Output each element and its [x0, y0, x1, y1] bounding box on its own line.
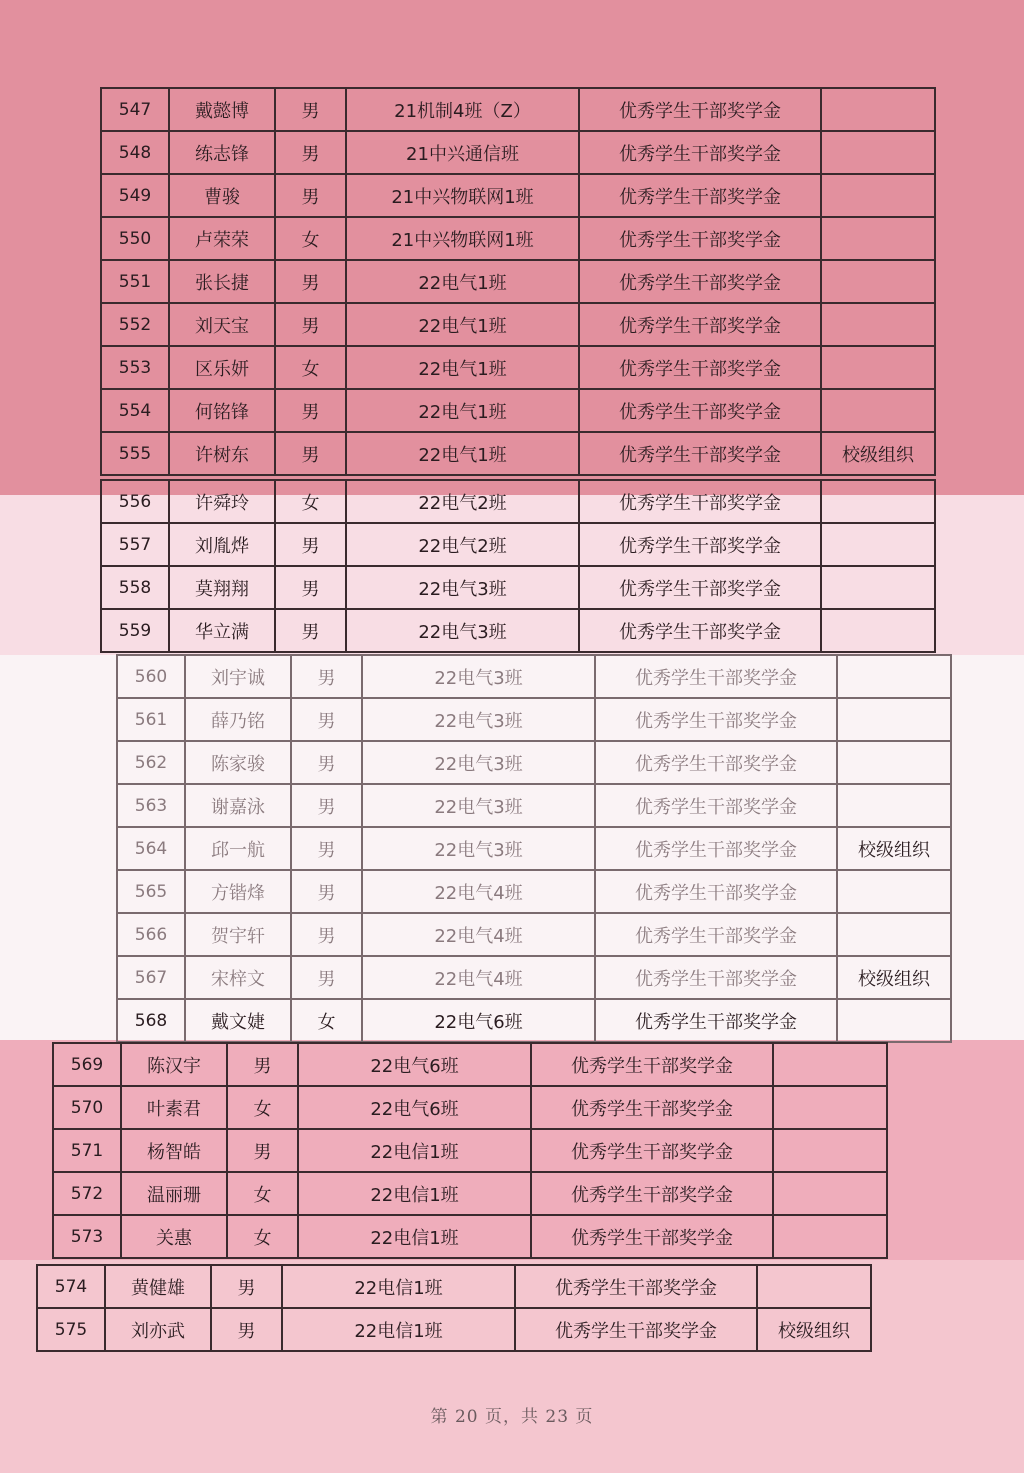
cell-class: 22电气2班 [346, 523, 579, 566]
cell-class: 21中兴物联网1班 [346, 174, 579, 217]
cell-number: 555 [101, 432, 169, 475]
table-row [101, 389, 935, 432]
cell-remark: 校级组织 [837, 827, 951, 870]
cell-award: 优秀学生干部奖学金 [579, 432, 821, 475]
cell-award: 优秀学生干部奖学金 [595, 956, 837, 999]
cell-remark [837, 913, 951, 956]
cell-class: 22电气1班 [346, 260, 579, 303]
cell-award: 优秀学生干部奖学金 [595, 827, 837, 870]
cell-number: 553 [101, 346, 169, 389]
cell-class: 22电气3班 [346, 566, 579, 609]
cell-gender: 男 [275, 260, 346, 303]
cell-class: 22电气3班 [346, 609, 579, 652]
cell-class: 22电气2班 [346, 480, 579, 523]
cell-student-name: 宋梓文 [185, 956, 291, 999]
cell-class: 22电气3班 [362, 655, 595, 698]
cell-student-name: 关惠 [121, 1215, 227, 1258]
cell-remark [821, 303, 935, 346]
table-row [117, 956, 951, 999]
cell-class: 22电信1班 [298, 1215, 531, 1258]
cell-class: 22电气3班 [362, 741, 595, 784]
cell-remark: 校级组织 [757, 1308, 871, 1351]
cell-class: 22电气3班 [362, 827, 595, 870]
cell-student-name: 练志锋 [169, 131, 275, 174]
cell-number: 574 [37, 1265, 105, 1308]
cell-number: 551 [101, 260, 169, 303]
cell-student-name: 刘宇诚 [185, 655, 291, 698]
cell-student-name: 华立满 [169, 609, 275, 652]
cell-number: 562 [117, 741, 185, 784]
cell-class: 21中兴通信班 [346, 131, 579, 174]
cell-gender: 男 [275, 609, 346, 652]
cell-award: 优秀学生干部奖学金 [595, 698, 837, 741]
cell-award: 优秀学生干部奖学金 [531, 1086, 773, 1129]
cell-class: 22电信1班 [298, 1129, 531, 1172]
cell-number: 554 [101, 389, 169, 432]
cell-gender: 男 [275, 432, 346, 475]
cell-remark [773, 1129, 887, 1172]
table-row [101, 523, 935, 566]
cell-student-name: 刘亦武 [105, 1308, 211, 1351]
cell-remark [821, 88, 935, 131]
cell-number: 566 [117, 913, 185, 956]
cell-gender: 男 [291, 827, 362, 870]
table-row [117, 655, 951, 698]
cell-remark [837, 870, 951, 913]
cell-number: 560 [117, 655, 185, 698]
cell-award: 优秀学生干部奖学金 [579, 480, 821, 523]
table-row [101, 88, 935, 131]
cell-student-name: 区乐妍 [169, 346, 275, 389]
table-row [117, 913, 951, 956]
table-segment-2 [100, 479, 936, 653]
cell-remark [837, 999, 951, 1042]
cell-number: 571 [53, 1129, 121, 1172]
cell-class: 22电气1班 [346, 389, 579, 432]
cell-student-name: 陈家骏 [185, 741, 291, 784]
cell-class: 22电气4班 [362, 956, 595, 999]
cell-number: 572 [53, 1172, 121, 1215]
cell-student-name: 莫翔翔 [169, 566, 275, 609]
cell-gender: 男 [291, 956, 362, 999]
cell-gender: 男 [275, 303, 346, 346]
cell-class: 22电气6班 [362, 999, 595, 1042]
cell-award: 优秀学生干部奖学金 [579, 303, 821, 346]
cell-remark [821, 566, 935, 609]
cell-number: 548 [101, 131, 169, 174]
cell-number: 549 [101, 174, 169, 217]
table-row [53, 1086, 887, 1129]
cell-number: 569 [53, 1043, 121, 1086]
cell-gender: 女 [227, 1086, 298, 1129]
cell-gender: 男 [275, 88, 346, 131]
table-row [101, 346, 935, 389]
cell-gender: 男 [275, 389, 346, 432]
cell-number: 573 [53, 1215, 121, 1258]
scholarship-table-part-1 [100, 87, 936, 476]
cell-class: 22电气1班 [346, 303, 579, 346]
cell-class: 22电气4班 [362, 870, 595, 913]
table-row [101, 217, 935, 260]
cell-gender: 男 [291, 913, 362, 956]
cell-gender: 男 [291, 741, 362, 784]
cell-award: 优秀学生干部奖学金 [579, 566, 821, 609]
cell-remark: 校级组织 [837, 956, 951, 999]
cell-class: 22电气6班 [298, 1086, 531, 1129]
cell-remark [821, 480, 935, 523]
cell-student-name: 方锴烽 [185, 870, 291, 913]
cell-number: 564 [117, 827, 185, 870]
cell-student-name: 许树东 [169, 432, 275, 475]
table-row [53, 1215, 887, 1258]
table-row [37, 1265, 871, 1308]
cell-gender: 女 [275, 480, 346, 523]
cell-class: 22电信1班 [282, 1308, 515, 1351]
cell-remark [773, 1086, 887, 1129]
cell-award: 优秀学生干部奖学金 [579, 88, 821, 131]
table-row [53, 1043, 887, 1086]
cell-award: 优秀学生干部奖学金 [515, 1265, 757, 1308]
cell-remark [821, 609, 935, 652]
cell-gender: 男 [291, 655, 362, 698]
cell-remark [821, 131, 935, 174]
cell-remark [837, 698, 951, 741]
cell-number: 567 [117, 956, 185, 999]
cell-class: 22电气6班 [298, 1043, 531, 1086]
cell-gender: 男 [275, 523, 346, 566]
cell-remark [837, 741, 951, 784]
cell-award: 优秀学生干部奖学金 [579, 260, 821, 303]
cell-student-name: 黄健雄 [105, 1265, 211, 1308]
cell-remark [773, 1172, 887, 1215]
cell-student-name: 刘天宝 [169, 303, 275, 346]
cell-student-name: 谢嘉泳 [185, 784, 291, 827]
cell-number: 557 [101, 523, 169, 566]
cell-gender: 女 [275, 217, 346, 260]
cell-class: 22电气3班 [362, 784, 595, 827]
cell-remark: 校级组织 [821, 432, 935, 475]
cell-award: 优秀学生干部奖学金 [579, 131, 821, 174]
table-row [101, 566, 935, 609]
table-row [117, 999, 951, 1042]
table-segment-1 [100, 87, 936, 476]
cell-class: 22电气1班 [346, 346, 579, 389]
scholarship-table-part-2 [100, 479, 936, 653]
cell-gender: 男 [275, 131, 346, 174]
cell-gender: 男 [291, 698, 362, 741]
cell-student-name: 曹骏 [169, 174, 275, 217]
table-row [117, 698, 951, 741]
cell-student-name: 贺宇轩 [185, 913, 291, 956]
cell-number: 547 [101, 88, 169, 131]
cell-student-name: 张长捷 [169, 260, 275, 303]
cell-gender: 男 [291, 784, 362, 827]
cell-award: 优秀学生干部奖学金 [579, 389, 821, 432]
cell-student-name: 戴文婕 [185, 999, 291, 1042]
table-row [101, 131, 935, 174]
cell-student-name: 何铭锋 [169, 389, 275, 432]
cell-student-name: 陈汉宇 [121, 1043, 227, 1086]
cell-number: 550 [101, 217, 169, 260]
cell-student-name: 邱一航 [185, 827, 291, 870]
cell-class: 22电气3班 [362, 698, 595, 741]
cell-class: 22电信1班 [298, 1172, 531, 1215]
cell-remark [837, 784, 951, 827]
cell-student-name: 戴懿博 [169, 88, 275, 131]
cell-gender: 男 [211, 1308, 282, 1351]
cell-student-name: 杨智皓 [121, 1129, 227, 1172]
cell-number: 561 [117, 698, 185, 741]
cell-student-name: 卢荣荣 [169, 217, 275, 260]
table-segment-5 [36, 1264, 872, 1352]
scholarship-table-part-3 [116, 654, 952, 1043]
cell-award: 优秀学生干部奖学金 [531, 1172, 773, 1215]
cell-award: 优秀学生干部奖学金 [531, 1129, 773, 1172]
cell-number: 563 [117, 784, 185, 827]
cell-number: 552 [101, 303, 169, 346]
table-row [117, 827, 951, 870]
cell-student-name: 叶素君 [121, 1086, 227, 1129]
cell-award: 优秀学生干部奖学金 [595, 655, 837, 698]
cell-gender: 女 [227, 1215, 298, 1258]
cell-class: 21机制4班（Z） [346, 88, 579, 131]
cell-student-name: 温丽珊 [121, 1172, 227, 1215]
table-row [53, 1129, 887, 1172]
cell-remark [757, 1265, 871, 1308]
cell-remark [821, 260, 935, 303]
cell-award: 优秀学生干部奖学金 [531, 1215, 773, 1258]
table-row [53, 1172, 887, 1215]
cell-award: 优秀学生干部奖学金 [595, 913, 837, 956]
table-row [117, 741, 951, 784]
cell-gender: 男 [227, 1043, 298, 1086]
cell-gender: 男 [211, 1265, 282, 1308]
cell-class: 22电气4班 [362, 913, 595, 956]
table-row [117, 784, 951, 827]
cell-gender: 女 [227, 1172, 298, 1215]
cell-student-name: 许舜玲 [169, 480, 275, 523]
cell-student-name: 刘胤烨 [169, 523, 275, 566]
cell-remark [821, 346, 935, 389]
cell-gender: 男 [227, 1129, 298, 1172]
cell-remark [821, 523, 935, 566]
table-row [101, 260, 935, 303]
cell-gender: 女 [291, 999, 362, 1042]
cell-number: 559 [101, 609, 169, 652]
table-row [101, 174, 935, 217]
cell-award: 优秀学生干部奖学金 [579, 346, 821, 389]
cell-number: 556 [101, 480, 169, 523]
cell-award: 优秀学生干部奖学金 [595, 784, 837, 827]
page-number: 第 20 页，共 23 页 [430, 1407, 594, 1427]
scholarship-table-part-4 [52, 1042, 888, 1259]
cell-number: 558 [101, 566, 169, 609]
table-row [37, 1308, 871, 1351]
cell-class: 22电气1班 [346, 432, 579, 475]
cell-award: 优秀学生干部奖学金 [579, 174, 821, 217]
cell-remark [773, 1215, 887, 1258]
scholarship-table-part-5 [36, 1264, 872, 1352]
cell-remark [837, 655, 951, 698]
cell-award: 优秀学生干部奖学金 [595, 999, 837, 1042]
table-row [101, 432, 935, 475]
cell-award: 优秀学生干部奖学金 [531, 1043, 773, 1086]
cell-award: 优秀学生干部奖学金 [579, 217, 821, 260]
cell-gender: 女 [275, 346, 346, 389]
cell-award: 优秀学生干部奖学金 [515, 1308, 757, 1351]
cell-award: 优秀学生干部奖学金 [579, 609, 821, 652]
cell-award: 优秀学生干部奖学金 [595, 741, 837, 784]
cell-remark [821, 389, 935, 432]
cell-number: 575 [37, 1308, 105, 1351]
cell-remark [773, 1043, 887, 1086]
table-row [101, 480, 935, 523]
table-segment-4 [52, 1042, 888, 1259]
cell-number: 568 [117, 999, 185, 1042]
cell-remark [821, 174, 935, 217]
cell-gender: 男 [275, 566, 346, 609]
cell-award: 优秀学生干部奖学金 [595, 870, 837, 913]
cell-class: 22电信1班 [282, 1265, 515, 1308]
cell-award: 优秀学生干部奖学金 [579, 523, 821, 566]
cell-student-name: 薛乃铭 [185, 698, 291, 741]
cell-number: 565 [117, 870, 185, 913]
cell-gender: 男 [275, 174, 346, 217]
table-row [101, 303, 935, 346]
cell-number: 570 [53, 1086, 121, 1129]
table-segment-3 [116, 654, 952, 1043]
table-row [117, 870, 951, 913]
cell-gender: 男 [291, 870, 362, 913]
cell-remark [821, 217, 935, 260]
table-row [101, 609, 935, 652]
cell-class: 21中兴物联网1班 [346, 217, 579, 260]
